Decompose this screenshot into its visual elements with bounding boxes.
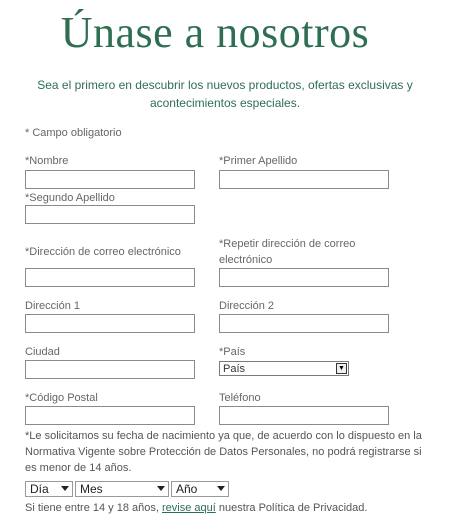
ciudad-label: Ciudad bbox=[25, 346, 60, 358]
pais-select[interactable] bbox=[219, 361, 349, 376]
dropdown-arrow-icon bbox=[217, 486, 225, 491]
birth-day-value: Día bbox=[30, 482, 49, 496]
direccion1-input[interactable] bbox=[25, 314, 195, 333]
dropdown-arrow-icon bbox=[157, 486, 165, 491]
ciudad-input[interactable] bbox=[25, 360, 195, 379]
codigo-postal-input[interactable] bbox=[25, 406, 195, 425]
privacy-text-before: Si tiene entre 14 y 18 años, bbox=[25, 502, 162, 514]
privacy-note bbox=[25, 500, 367, 516]
birth-month-value: Mes bbox=[80, 482, 103, 496]
direccion2-label: Dirección 2 bbox=[219, 300, 275, 312]
telefono-input[interactable] bbox=[219, 406, 389, 425]
privacy-text-after: nuestra Política de Privacidad. bbox=[215, 502, 368, 514]
codigo-postal-label: *Código Postal bbox=[25, 392, 98, 404]
email-repeat-input[interactable] bbox=[219, 268, 389, 287]
segundo-apellido-input[interactable] bbox=[25, 205, 195, 224]
pais-label: *País bbox=[219, 346, 246, 358]
required-note: * Campo obligatorio bbox=[25, 127, 122, 139]
telefono-label: Teléfono bbox=[219, 392, 261, 404]
dropdown-arrow-icon bbox=[61, 486, 69, 491]
primer-apellido-input[interactable] bbox=[219, 170, 389, 189]
email-repeat-label: *Repetir dirección de correo electrónico bbox=[219, 238, 356, 266]
nombre-label: *Nombre bbox=[25, 155, 69, 167]
primer-apellido-label: *Primer Apellido bbox=[219, 155, 298, 167]
direccion1-label: Dirección 1 bbox=[25, 300, 81, 312]
page-title: Únase a nosotros bbox=[60, 8, 370, 57]
birthdate-notice: *Le solicitamos su fecha de nacimiento ya que, de acuerdo con lo dispuesto en la Normativa Vigente sobre Protección de Datos Personales, no podrá registrarse si es menor de 14 años. bbox=[25, 430, 422, 474]
birth-day-select[interactable] bbox=[25, 481, 73, 497]
nombre-input[interactable] bbox=[25, 170, 195, 189]
pais-select-value: País bbox=[223, 362, 246, 375]
email-input[interactable] bbox=[25, 268, 195, 287]
email-label: *Dirección de correo electrónico bbox=[25, 246, 181, 258]
dropdown-arrow-icon: ▼ bbox=[336, 363, 347, 374]
birth-year-select[interactable] bbox=[171, 481, 229, 497]
intro-text: Sea el primero en descubrir los nuevos productos, ofertas exclusivas y acontecimientos especiales. bbox=[37, 78, 413, 110]
birth-month-select[interactable] bbox=[75, 481, 169, 497]
segundo-apellido-label: *Segundo Apellido bbox=[25, 192, 115, 204]
privacy-link[interactable]: revise aquí bbox=[161, 502, 216, 514]
direccion2-input[interactable] bbox=[219, 314, 389, 333]
birth-year-value: Año bbox=[176, 482, 198, 496]
